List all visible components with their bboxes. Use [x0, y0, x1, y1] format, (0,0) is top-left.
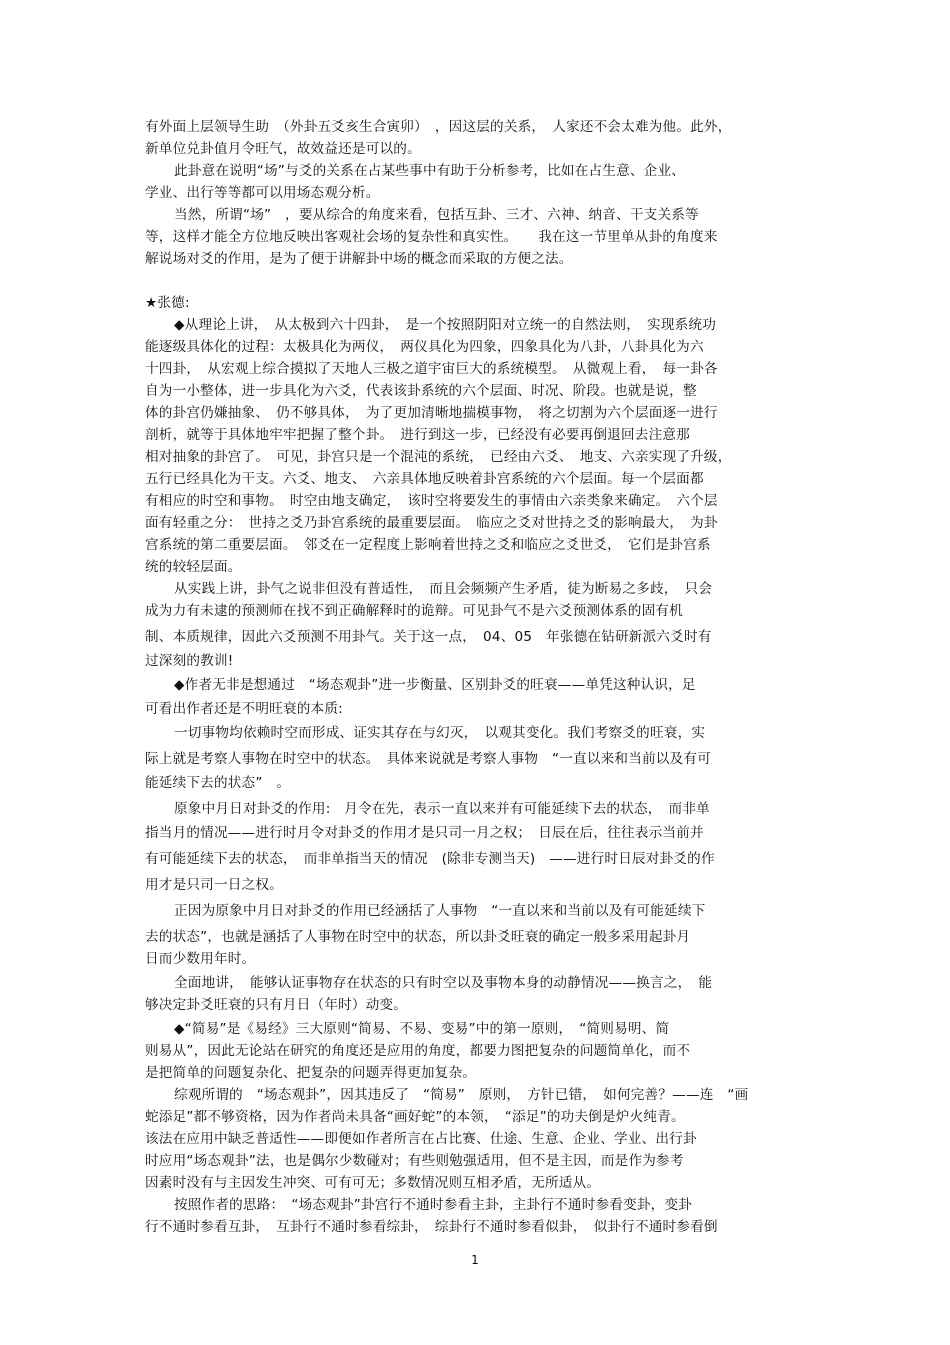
text-line: 该法在应用中缺乏普适性——即便如作者所言在占比赛、仕途、生意、企业、学业、出行卦 [145, 1131, 697, 1147]
text-line: 解说场对爻的作用，是为了便于讲解卦中场的概念而采取的方便之法。 [145, 251, 573, 267]
text-line: 体的卦宫仍嫌抽象、 仍不够具体， 为了更加清晰地揣模事物， 将之切割为六个层面逐一进行 [145, 405, 718, 421]
text-line: ◆“简易”是《易经》三大原则“简易、不易、变易”中的第一原则， “简则易明、简 [174, 1021, 670, 1037]
text-line: 去的状态”，也就是涵括了人事物在时空中的状态，所以卦爻旺衰的确定一般多采用起卦月 [145, 929, 691, 945]
text-line: 是把简单的问题复杂化、把复杂的问题弄得更加复杂。 [145, 1065, 477, 1081]
text-line: 等，这样才能全方位地反映出客观社会场的复杂性和真实性。 我在这一节里单从卦的角度来 [145, 229, 718, 245]
text-line: 够决定卦爻旺衰的只有月日（年时）动变。 [145, 997, 408, 1013]
text-line: 成为力有未逮的预测师在找不到正确解释时的诡辩。可见卦气不是六爻预测体系的固有机 [145, 603, 683, 619]
text-line: 能延续下去的状态” 。 [145, 775, 291, 791]
text-line: 蛇添足”都不够资格，因为作者尚未具备“画好蛇”的本领， “添足”的功夫倒是炉火纯青。 [145, 1109, 685, 1125]
text-line: 此卦意在说明“场”与爻的关系在占某些事中有助于分析参考，比如在占生意、企业、 [174, 163, 686, 179]
text-line: 新单位兑卦值月令旺气，故效益还是可以的。 [145, 141, 421, 157]
text-line: 有可能延续下去的状态， 而非单指当天的情况 (除非专测当天) ——进行时日辰对卦爻的作 [145, 851, 715, 867]
text-line: 则易从”，因此无论站在研究的角度还是应用的角度，都要力图把复杂的问题简单化，而不 [145, 1043, 691, 1059]
text-line: 一切事物均依赖时空而形成、证实其存在与幻灭， 以观其变化。我们考察爻的旺衰，实 [174, 725, 706, 741]
text-line: 因素时没有与主因发生冲突、可有可无；多数情况则互相矛盾，无所适从。 [145, 1175, 601, 1191]
text-line: 日而少数用年时。 [145, 951, 256, 967]
text-line: 指当月的情况——进行时月令对卦爻的作用才是只司一月之权； 日辰在后，往往表示当前并 [145, 825, 704, 841]
text-line: 有相应的时空和事物。 时空由地支确定， 该时空将要发生的事情由六亲类象来确定。 六个层 [145, 493, 718, 509]
text-line: 时应用“场态观卦”法，也是偶尔少数碰对；有些则勉强适用，但不是主因，而是作为参考 [145, 1153, 684, 1169]
text-line: 原象中月日对卦爻的作用: 月令在先，表示一直以来并有可能延续下去的状态， 而非单 [174, 801, 710, 817]
text-line: 统的较轻层面。 [145, 559, 242, 575]
text-line: 学业、出行等等都可以用场态观分析。 [145, 185, 380, 201]
text-line: 过深刻的教训! [145, 653, 234, 669]
section-heading: ★张德: [145, 295, 190, 311]
text-line: 五行已经具化为干支。六爻、地支、 六亲具体地反映着卦宫系统的六个层面。每一个层面都 [145, 471, 704, 487]
text-line: 用才是只司一日之权。 [145, 877, 283, 893]
text-line: 行不通时参看互卦， 互卦行不通时参看综卦， 综卦行不通时参看似卦， 似卦行不通时参看倒 [145, 1219, 718, 1235]
text-line: 剖析，就等于具体地牢牢把握了整个卦。 进行到这一步，已经没有必要再倒退回去注意那 [145, 427, 690, 443]
text-line: 从实践上讲，卦气之说非但没有普适性， 而且会频频产生矛盾，徒为断易之多歧， 只会 [174, 581, 713, 597]
text-line: 制、本质规律，因此六爻预测不用卦气。关于这一点， 04、05 年张德在钻研新派六爻时有 [145, 629, 712, 645]
text-line: 可看出作者还是不明旺衰的本质: [145, 701, 343, 717]
page-number: 1 [471, 1253, 479, 1267]
text-line: 相对抽象的卦宫了。 可见，卦宫只是一个混沌的系统， 已经由六爻、 地支、六亲实现了升级， [145, 449, 732, 465]
text-line: 十四卦， 从宏观上综合摸拟了天地人三极之道宇宙巨大的系统模型。 从微观上看， 每一卦各 [145, 361, 718, 377]
text-line: 自为一小整体，进一步具化为六爻，代表该卦系统的六个层面、时况、阶段。也就是说，整 [145, 383, 697, 399]
text-line: 当然，所谓“场” ，要从综合的角度来看，包括互卦、三才、六神、纳音、干支关系等 [174, 207, 699, 223]
text-line: 综观所谓的 “场态观卦”，因其违反了 “简易” 原则， 方针已错， 如何完善？——连 “画 [174, 1087, 749, 1103]
text-line: 全面地讲， 能够认证事物存在状态的只有时空以及事物本身的动静情况——换言之， 能 [174, 975, 713, 991]
text-line: ◆作者无非是想通过 “场态观卦”进一步衡量、区别卦爻的旺衰——单凭这种认识，足 [174, 677, 696, 693]
text-line: 能逐级具体化的过程：太极具化为两仪， 两仪具化为四象，四象具化为八卦，八卦具化为六 [145, 339, 704, 355]
text-line: 宫系统的第二重要层面。 邻爻在一定程度上影响着世持之爻和临应之爻世爻， 它们是卦宫系 [145, 537, 711, 553]
text-line: 有外面上层领导生助 （外卦五爻亥生合寅卯） ，因这层的关系， 人家还不会太难为他。此外， [145, 119, 732, 135]
text-line: 际上就是考察人事物在时空中的状态。 具体来说就是考察人事物 “一直以来和当前以及有可 [145, 751, 711, 767]
text-line: 按照作者的思路： “场态观卦”卦宫行不通时参看主卦，主卦行不通时参看变卦，变卦 [174, 1197, 693, 1213]
text-line: 面有轻重之分： 世持之爻乃卦宫系统的最重要层面。 临应之爻对世持之爻的影响最大， 为卦 [145, 515, 718, 531]
text-line: 正因为原象中月日对卦爻的作用已经涵括了人事物 “一直以来和当前以及有可能延续下 [174, 903, 706, 919]
text-line: ◆从理论上讲， 从太极到六十四卦， 是一个按照阴阳对立统一的自然法则， 实现系统功 [174, 317, 717, 333]
